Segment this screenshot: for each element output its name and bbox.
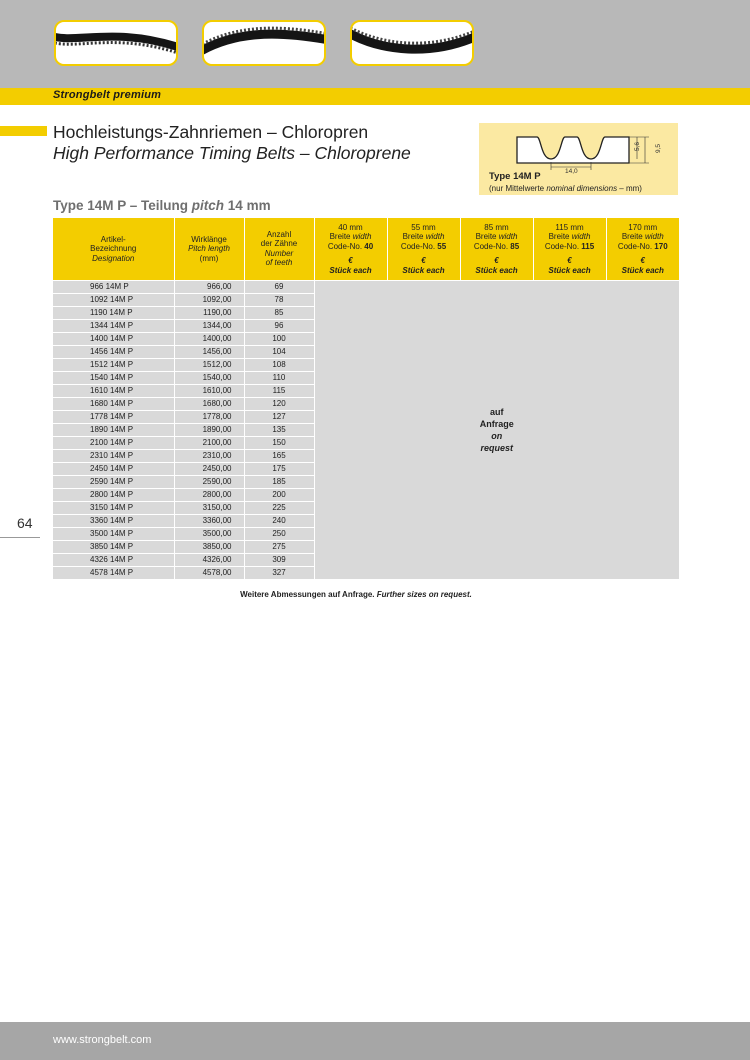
page-title-de: Hochleistungs-Zahnriemen – Chloropren xyxy=(53,122,369,142)
cell-teeth: 185 xyxy=(244,475,314,488)
cell-pitch-length: 3500,00 xyxy=(174,527,244,540)
cell-pitch-length: 1456,00 xyxy=(174,345,244,358)
title-accent-mark xyxy=(0,126,47,136)
cell-designation: 1344 14M P xyxy=(53,319,174,332)
cell-designation: 2590 14M P xyxy=(53,475,174,488)
cell-designation: 1400 14M P xyxy=(53,332,174,345)
cell-designation: 3150 14M P xyxy=(53,501,174,514)
header-width-115: 115 mm Breite width Code-No. 115 € Stück each xyxy=(533,218,606,280)
cell-designation: 1456 14M P xyxy=(53,345,174,358)
cell-teeth: 327 xyxy=(244,566,314,579)
profile-drawing xyxy=(479,123,678,195)
header-width-85: 85 mm Breite width Code-No. 85 € Stück each xyxy=(460,218,533,280)
dim-total-height: 9,5 xyxy=(655,143,663,154)
cell-pitch-length: 1680,00 xyxy=(174,397,244,410)
cell-pitch-length: 1778,00 xyxy=(174,410,244,423)
belt-table xyxy=(53,218,679,579)
cell-designation: 1092 14M P xyxy=(53,293,174,306)
page-title-en: High Performance Timing Belts – Chloroprene xyxy=(53,143,411,163)
cell-designation: 1190 14M P xyxy=(53,306,174,319)
cell-pitch-length: 2100,00 xyxy=(174,436,244,449)
profile-type-label: Type 14M P xyxy=(489,171,541,182)
page-number: 64 xyxy=(17,515,33,531)
dim-tooth-height: 5,6 xyxy=(634,141,642,152)
dim-pitch: 14,0 xyxy=(565,168,578,175)
belt-image-3 xyxy=(350,20,474,66)
cell-designation: 3850 14M P xyxy=(53,540,174,553)
cell-designation: 1890 14M P xyxy=(53,423,174,436)
cell-teeth: 240 xyxy=(244,514,314,527)
cell-teeth: 85 xyxy=(244,306,314,319)
cell-teeth: 69 xyxy=(244,280,314,293)
cell-teeth: 110 xyxy=(244,371,314,384)
profile-note: (nur Mittelwerte nominal dimensions – mm) xyxy=(489,184,642,193)
cell-pitch-length: 1540,00 xyxy=(174,371,244,384)
cell-teeth: 275 xyxy=(244,540,314,553)
cell-designation: 966 14M P xyxy=(53,280,174,293)
cell-pitch-length: 2450,00 xyxy=(174,462,244,475)
header-width-170: 170 mm Breite width Code-No. 170 € Stück each xyxy=(606,218,679,280)
cell-designation: 2100 14M P xyxy=(53,436,174,449)
cell-teeth: 100 xyxy=(244,332,314,345)
cell-teeth: 225 xyxy=(244,501,314,514)
cell-teeth: 127 xyxy=(244,410,314,423)
cell-pitch-length: 1190,00 xyxy=(174,306,244,319)
cell-pitch-length: 966,00 xyxy=(174,280,244,293)
table-row xyxy=(53,280,679,293)
cell-teeth: 108 xyxy=(244,358,314,371)
cell-teeth: 150 xyxy=(244,436,314,449)
section-subtitle: Type 14M P – Teilung pitch 14 mm xyxy=(53,198,271,213)
belt-image-1 xyxy=(54,20,178,66)
cell-designation: 4326 14M P xyxy=(53,553,174,566)
cell-pitch-length: 2310,00 xyxy=(174,449,244,462)
cell-designation: 2310 14M P xyxy=(53,449,174,462)
cell-designation: 1512 14M P xyxy=(53,358,174,371)
cell-designation: 1610 14M P xyxy=(53,384,174,397)
on-request-cell: auf Anfrage on request xyxy=(314,280,679,579)
cell-teeth: 250 xyxy=(244,527,314,540)
header-teeth: Anzahl der Zähne Number of teeth xyxy=(244,218,314,280)
cell-pitch-length: 1092,00 xyxy=(174,293,244,306)
cell-pitch-length: 4326,00 xyxy=(174,553,244,566)
cell-designation: 2800 14M P xyxy=(53,488,174,501)
cell-teeth: 135 xyxy=(244,423,314,436)
header-width-55: 55 mm Breite width Code-No. 55 € Stück each xyxy=(387,218,460,280)
brand-line: Strongbelt premium xyxy=(53,89,162,101)
cell-pitch-length: 3150,00 xyxy=(174,501,244,514)
cell-pitch-length: 1344,00 xyxy=(174,319,244,332)
cell-teeth: 165 xyxy=(244,449,314,462)
cell-pitch-length: 3850,00 xyxy=(174,540,244,553)
cell-teeth: 175 xyxy=(244,462,314,475)
header-band xyxy=(0,0,750,88)
cell-designation: 3500 14M P xyxy=(53,527,174,540)
cell-teeth: 309 xyxy=(244,553,314,566)
cell-designation: 2450 14M P xyxy=(53,462,174,475)
cell-designation: 1540 14M P xyxy=(53,371,174,384)
cell-pitch-length: 1610,00 xyxy=(174,384,244,397)
footer-band xyxy=(0,1022,750,1060)
cell-teeth: 200 xyxy=(244,488,314,501)
cell-designation: 3360 14M P xyxy=(53,514,174,527)
footer-url: www.strongbelt.com xyxy=(53,1034,152,1046)
cell-designation: 1680 14M P xyxy=(53,397,174,410)
cell-pitch-length: 2800,00 xyxy=(174,488,244,501)
cell-teeth: 115 xyxy=(244,384,314,397)
table-body xyxy=(53,280,679,579)
cell-teeth: 78 xyxy=(244,293,314,306)
table-header-row xyxy=(53,218,679,280)
cell-pitch-length: 4578,00 xyxy=(174,566,244,579)
cell-designation: 1778 14M P xyxy=(53,410,174,423)
header-designation: Artikel- Bezeichnung Designation xyxy=(53,218,174,280)
cell-teeth: 120 xyxy=(244,397,314,410)
belt-image-2 xyxy=(202,20,326,66)
cell-teeth: 104 xyxy=(244,345,314,358)
cell-pitch-length: 1512,00 xyxy=(174,358,244,371)
brand-bar xyxy=(0,88,750,105)
header-length: Wirklänge Pitch length (mm) xyxy=(174,218,244,280)
page-number-rule xyxy=(0,537,40,538)
footnote: Weitere Abmessungen auf Anfrage. Further sizes on request. xyxy=(240,590,472,599)
cell-teeth: 96 xyxy=(244,319,314,332)
cell-designation: 4578 14M P xyxy=(53,566,174,579)
cell-pitch-length: 1890,00 xyxy=(174,423,244,436)
cell-pitch-length: 3360,00 xyxy=(174,514,244,527)
header-width-40: 40 mm Breite width Code-No. 40 € Stück each xyxy=(314,218,387,280)
cell-pitch-length: 2590,00 xyxy=(174,475,244,488)
cell-pitch-length: 1400,00 xyxy=(174,332,244,345)
